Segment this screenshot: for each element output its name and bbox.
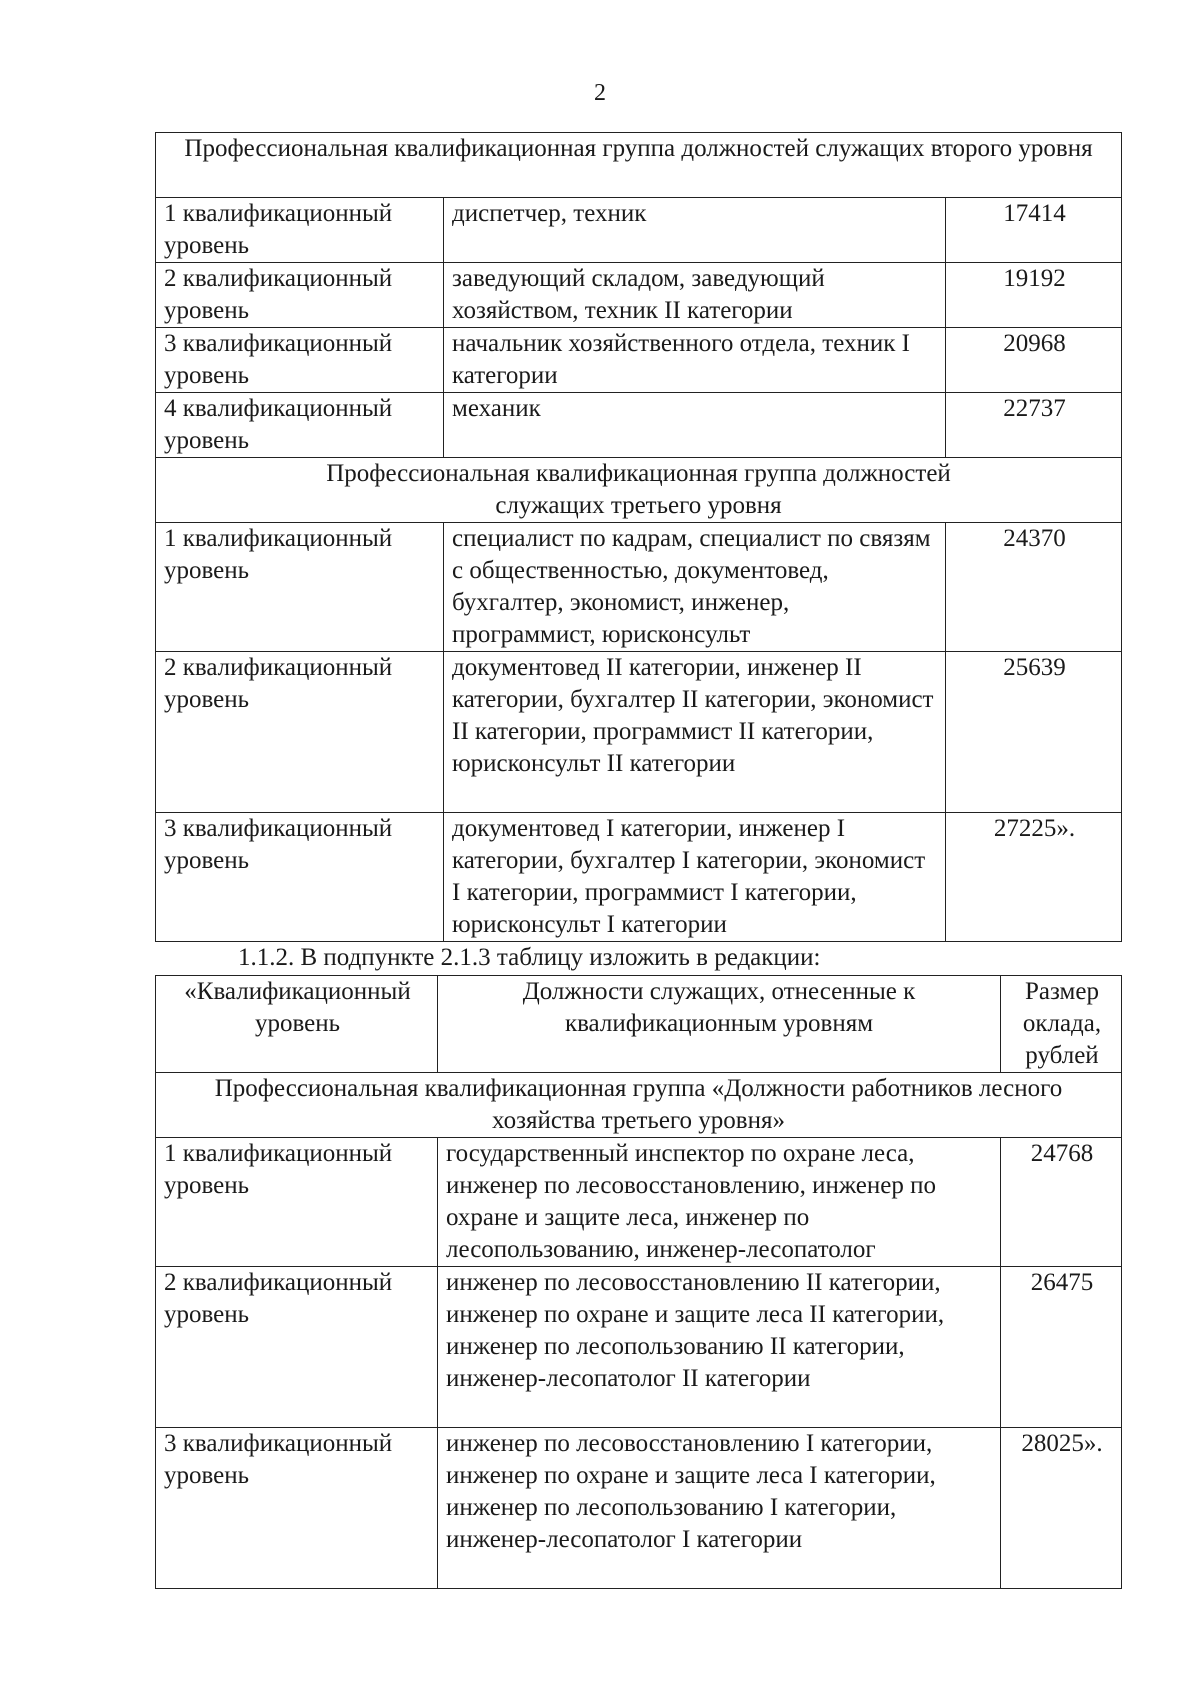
positions-cell: документовед II категории, инженер II категории, бухгалтер II категории, экономист II категории, программист II категории, юрисконсульт II категории: [444, 652, 946, 813]
group-header-row: [156, 458, 1122, 523]
salary-table-forestry-workers: [155, 975, 1122, 1589]
salary-cell: 25639: [946, 652, 1122, 813]
table-header-row: [156, 976, 1122, 1073]
salary-cell: 27225».: [946, 813, 1122, 942]
group-title: Профессиональная квалификационная группа «Должности работников лесного хозяйства третьего уровня»: [156, 1073, 1122, 1138]
table-row: [156, 393, 1122, 458]
salary-table-office-employees: [155, 132, 1122, 942]
level-cell: 3 квалификационный уровень: [156, 1428, 438, 1589]
table-row: [156, 263, 1122, 328]
level-cell: 3 квалификационный уровень: [156, 813, 444, 942]
level-cell: 1 квалификационный уровень: [156, 198, 444, 263]
header-level: «Квалификационный уровень: [156, 976, 438, 1073]
subpoint-paragraph: 1.1.2. В подпункте 2.1.3 таблицу изложить в редакции:: [238, 944, 821, 971]
header-positions: Должности служащих, отнесенные к квалификационным уровням: [438, 976, 1001, 1073]
positions-cell: начальник хозяйственного отдела, техник I категории: [444, 328, 946, 393]
level-cell: 3 квалификационный уровень: [156, 328, 444, 393]
positions-cell: специалист по кадрам, специалист по связям с общественностью, документовед, бухгалтер, экономист, инженер, программист, юрисконсульт: [444, 523, 946, 652]
salary-cell: 24768: [1001, 1138, 1122, 1267]
table-row: [156, 813, 1122, 942]
group-title: Профессиональная квалификационная группа должностей служащих третьего уровня: [156, 458, 1122, 523]
positions-cell: инженер по лесовосстановлению I категории, инженер по охране и защите леса I категории, инженер по лесопользованию I категории, инженер-лесопатолог I категории: [438, 1428, 1001, 1589]
group-header-row: [156, 133, 1122, 198]
positions-cell: инженер по лесовосстановлению II категории, инженер по охране и защите леса II категории, инженер по лесопользованию II категории, инженер-лесопатолог II категории: [438, 1267, 1001, 1428]
level-cell: 2 квалификационный уровень: [156, 263, 444, 328]
table-row: [156, 652, 1122, 813]
level-cell: 2 квалификационный уровень: [156, 652, 444, 813]
page-number: 2: [594, 80, 606, 106]
level-cell: 4 квалификационный уровень: [156, 393, 444, 458]
salary-cell: 24370: [946, 523, 1122, 652]
table-row: [156, 198, 1122, 263]
positions-cell: заведующий складом, заведующий хозяйством, техник II категории: [444, 263, 946, 328]
salary-cell: 20968: [946, 328, 1122, 393]
salary-cell: 17414: [946, 198, 1122, 263]
salary-cell: 26475: [1001, 1267, 1122, 1428]
table-row: [156, 1138, 1122, 1267]
positions-cell: диспетчер, техник: [444, 198, 946, 263]
level-cell: 1 квалификационный уровень: [156, 523, 444, 652]
group-title: Профессиональная квалификационная группа должностей служащих второго уровня: [156, 133, 1122, 198]
table-row: [156, 1428, 1122, 1589]
positions-cell: документовед I категории, инженер I категории, бухгалтер I категории, экономист I категории, программист I категории, юрисконсульт I категории: [444, 813, 946, 942]
level-cell: 1 квалификационный уровень: [156, 1138, 438, 1267]
table-row: [156, 1267, 1122, 1428]
table-row: [156, 328, 1122, 393]
header-salary: Размер оклада, рублей: [1001, 976, 1122, 1073]
salary-cell: 28025».: [1001, 1428, 1122, 1589]
level-cell: 2 квалификационный уровень: [156, 1267, 438, 1428]
salary-cell: 19192: [946, 263, 1122, 328]
table-row: [156, 523, 1122, 652]
salary-cell: 22737: [946, 393, 1122, 458]
group-header-row: [156, 1073, 1122, 1138]
positions-cell: государственный инспектор по охране леса, инженер по лесовосстановлению, инженер по охране и защите леса, инженер по лесопользованию, инженер-лесопатолог: [438, 1138, 1001, 1267]
positions-cell: механик: [444, 393, 946, 458]
